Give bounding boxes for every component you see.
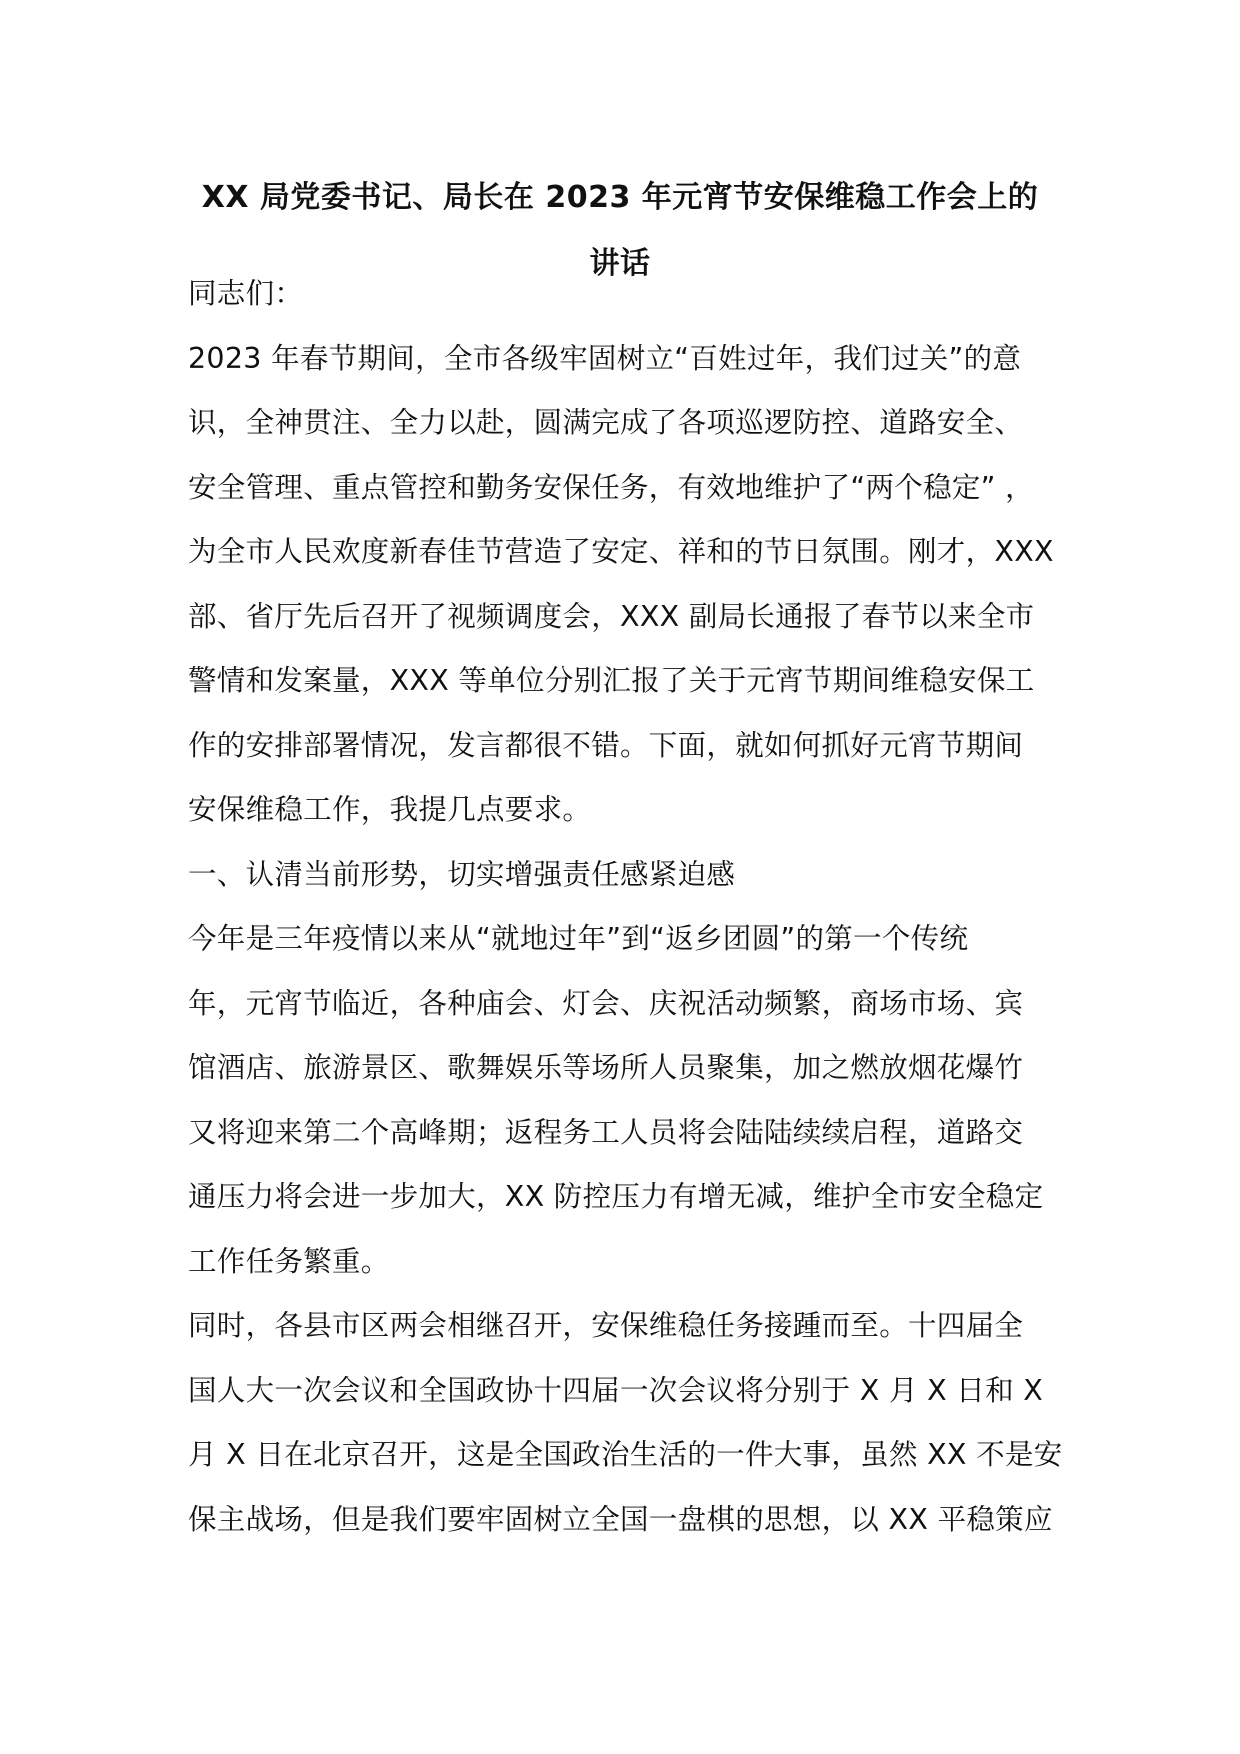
body-line: 警情和发案量，XXX 等单位分别汇报了关于元宵节期间维稳安保工 xyxy=(188,664,1035,697)
body-line: 作的安排部署情况，发言都很不错。下面，就如何抓好元宵节期间 xyxy=(188,728,1024,762)
body-line: 通压力将会进一步加大，XX 防控压力有增无减，维护全市安全稳定 xyxy=(188,1180,1044,1213)
body-line: 为全市人民欢度新春佳节营造了安定、祥和的节日氛围。刚才，XXX xyxy=(188,535,1054,568)
title-line-1: XX 局党委书记、局长在 2023 年元宵节安保维稳工作会上的 xyxy=(201,180,1039,215)
salutation: 同志们： xyxy=(188,277,304,310)
body-line: 又将迎来第二个高峰期；返程务工人员将会陆陆续续启程，道路交 xyxy=(188,1115,1024,1149)
body-line: 月 X 日在北京召开，这是全国政治生活的一件大事，虽然 XX 不是安 xyxy=(188,1438,1063,1471)
title-line-2: 讲话 xyxy=(589,246,651,281)
body-line: 识，全神贯注、全力以赴，圆满完成了各项巡逻防控、道路安全、 xyxy=(188,406,1024,439)
body-line: 部、省厅先后召开了视频调度会，XXX 副局长通报了春节以来全市 xyxy=(188,599,1035,633)
body-line: 同时，各县市区两会相继召开，安保维稳任务接踵而至。十四届全 xyxy=(188,1309,1024,1342)
body-line: 安全管理、重点管控和勤务安保任务，有效地维护了“两个稳定” ， xyxy=(188,470,1034,504)
body-line: 年，元宵节临近，各种庙会、灯会、庆祝活动频繁，商场市场、宾 xyxy=(188,986,1024,1020)
document-body xyxy=(188,262,1068,1552)
body-line: 2023 年春节期间，全市各级牢固树立“百姓过年，我们过关”的意 xyxy=(188,341,1022,375)
section-heading: 一、认清当前形势，切实增强责任感紧迫感 xyxy=(188,857,736,891)
body-line: 馆酒店、旅游景区、歌舞娱乐等场所人员聚集，加之燃放烟花爆竹 xyxy=(188,1051,1024,1084)
body-line: 安保维稳工作，我提几点要求。 xyxy=(188,793,592,826)
body-line: 保主战场，但是我们要牢固树立全国一盘棋的思想，以 XX 平稳策应 xyxy=(188,1502,1053,1536)
body-line: 工作任务繁重。 xyxy=(188,1244,390,1278)
body-line: 国人大一次会议和全国政协十四届一次会议将分别于 X 月 X 日和 X xyxy=(188,1373,1044,1407)
body-line: 今年是三年疫情以来从“就地过年”到“返乡团圆”的第一个传统 xyxy=(188,922,969,955)
